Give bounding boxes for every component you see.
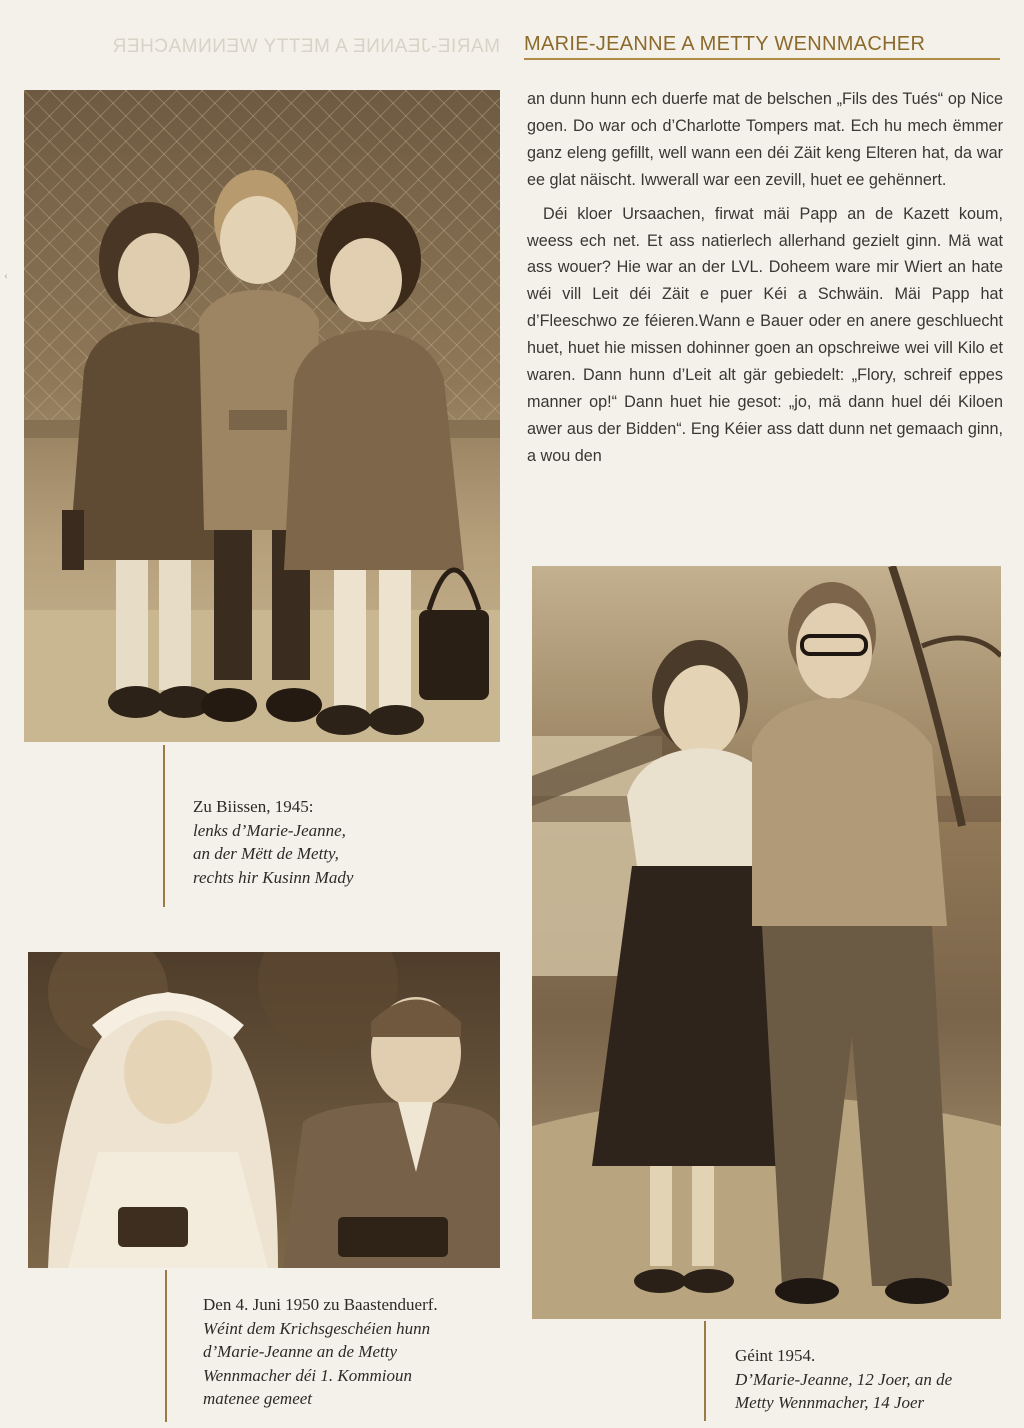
paragraph-2: Déi kloer Ursaachen, firwat mäi Papp an de Kazett koum, weess ech net. Et ass natierlech allerhand gezielt ginn. Mä wat ass wouer? Hie war an der LVL. Doheem ware mir Wiert an hate wéi vill Leit déi Zäit e puer Kéi a Schwäin. Mäi Papp hat d’Fleeschwo ze féieren.Wann e Bauer oder en anere geschluecht huet, huet hie missen dohinner goen an opschreiwe wei vill Kilo et waren. Dann hunn d’Leit alt gär gebiedelt: „Flory, schreif eppes manner op!“ Dann huet hie gesot: „jo, mä dann huel déi Kiloen awer aus der Bidden“. Eng Kéier ass datt dunn net gemaach ginn, a wou den (527, 204, 1003, 465)
caption-1954-title: Géint 1954. (735, 1346, 816, 1365)
caption-1950 (203, 1293, 503, 1411)
margin-mark: ‹ (4, 268, 8, 282)
header-rule (524, 58, 1000, 60)
photo-first-communion-1950 (28, 952, 500, 1268)
caption-1945-line: an der Mëtt de Metty, (193, 844, 339, 863)
caption-1954-line: D’Marie-Jeanne, 12 Joer, an de (735, 1369, 953, 1389)
article-body (527, 86, 1003, 470)
page-title: MARIE-JEANNE A METTY WENNMACHER (524, 33, 926, 55)
ghost-page-header: MARIE-JEANNE A METTY WENNMACHER (112, 36, 500, 57)
caption-1950-line: d’Marie-Jeanne an de Metty (203, 1342, 397, 1361)
caption-1954 (735, 1344, 1015, 1415)
photo-1945-image (24, 90, 500, 742)
caption-leader-line-1954 (704, 1321, 706, 1421)
caption-1945 (193, 795, 493, 889)
photo-teenagers-1954 (532, 566, 1001, 1319)
caption-1945-title: Zu Biissen, 1945: (193, 797, 314, 816)
caption-leader-line-1945 (163, 745, 165, 907)
caption-leader-line-1950 (165, 1270, 167, 1422)
photo-1954-image (532, 566, 1001, 1319)
caption-1950-line: Wéint dem Krichsgeschéien hunn (203, 1318, 431, 1338)
caption-1945-line: lenks d’Marie-Jeanne, (193, 820, 346, 840)
caption-1945-line: rechts hir Kusinn Mady (193, 867, 354, 887)
photo-three-children-1945 (24, 90, 500, 742)
caption-1950-line: Wennmacher déi 1. Kommioun (203, 1365, 413, 1385)
photo-1950-image (28, 952, 500, 1268)
caption-1950-line: matenee gemeet (203, 1389, 313, 1408)
paragraph-1: an dunn hunn ech duerfe mat de belschen „Fils des Tués“ op Nice goen. Do war och d’Charlotte Tompers mat. Ech hu mech ëmmer ganz eleng gefillt, well wann een déi Zäit keng Elteren hat, da war ee glat näischt. Iwwerall war een zevill, huet ee gehënnert. (527, 90, 1003, 189)
caption-1950-title: Den 4. Juni 1950 zu Baastenduerf. (203, 1295, 438, 1314)
caption-1954-line: Metty Wennmacher, 14 Joer (735, 1393, 925, 1412)
